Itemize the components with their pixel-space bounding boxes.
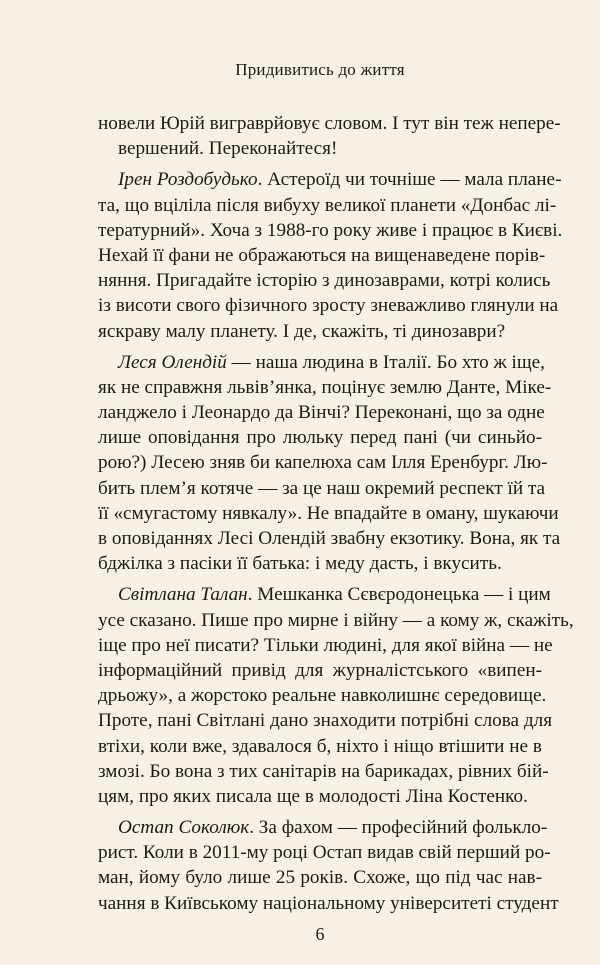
line-text: — наша людина в Італії. Бо хто ж іще, [226, 351, 545, 373]
text-line: як не справжня львів’янка, поцінує землю Данте, Міке- [98, 376, 552, 398]
author-name: Остап Соколюк [118, 817, 250, 839]
running-head: Придивитись до життя [235, 60, 405, 79]
text-line: рою?) Лесею зняв би капелюха сам Ілля Еренбург. Лю- [98, 452, 548, 474]
text-line: втіхи, коли вже, здавалося б, ніхто і ніщо втішити не в [98, 735, 542, 757]
text-line: тературний». Хоча з 1988-го року живе і працює в Києві. [98, 219, 563, 241]
text-line: її «смугастому нявкалу». Не впадайте в оману, шукаючи [98, 502, 559, 524]
text-line: змозі. Бо вона з тих санітарів на барикадах, рівних бій- [98, 760, 549, 782]
text-line: в оповіданнях Лесі Олендій звабну екзотику. Вона, як та [98, 528, 561, 549]
text-line: бджілка з пасіки її батька: і меду дасть, і вкусить. [98, 553, 502, 575]
author-name: Світлана Талан [118, 584, 248, 606]
paragraph-intro-continuation [98, 111, 561, 161]
line-text: . За фахом — професійний фолькло- [249, 817, 548, 839]
text-line [98, 815, 548, 840]
text-line: новели Юрій виграврйовує словом. І тут він теж непере- [98, 113, 561, 134]
text-line: чання в Київському національному університеті студент [98, 892, 559, 914]
paragraph-author [98, 582, 574, 809]
text-line: та, що вціліла після вибуху великої планети «Донбас лі- [98, 194, 557, 216]
text-line: няння. Пригадайте історію з динозаврами, котрі колись [98, 270, 551, 292]
text-line: іще про неї писати? Тільки людині, для якої війна — не [98, 634, 553, 656]
paragraph-author [98, 167, 563, 343]
paragraph-author [98, 350, 561, 577]
text-line [98, 167, 562, 192]
text-line: ланджело і Леонардо да Вінчі? Переконані, що за одне [98, 402, 545, 424]
text-line: цям, про яких писала ще в молодості Ліна Костенко. [98, 785, 528, 807]
text-line: бить плем’я котяче — за це наш окремий респект їй та [98, 477, 546, 499]
text-line: усе сказано. Пише про мирне і війну — а кому ж, скажіть, [98, 609, 574, 631]
body-text [98, 111, 574, 916]
text-line: Нехай її фани не ображаються на вищенаведене порів- [98, 244, 546, 266]
text-line: ман, йому було лише 25 років. Схоже, що під час нав- [98, 867, 542, 889]
text-line: лише оповідання про люльку перед пані (чи синьйо- [98, 427, 542, 449]
text-line: дрьожу», а жорстоко реальне навколишнє середовище. [98, 685, 547, 707]
text-line [98, 582, 551, 607]
line-text: . Мешканка Сєвєродонецька — і цим [247, 584, 551, 606]
text-line: інформаційний привід для журналістського «випен- [98, 659, 542, 681]
text-line: яскраву малу планету. І де, скажіть, ті динозаври? [98, 320, 506, 342]
line-text: . Астероїд чи точніше — мала плане- [257, 169, 562, 191]
text-line: вершений. Переконайтеся! [118, 138, 338, 160]
text-line: із висоти свого фізичного зросту зневажливо глянули на [98, 295, 559, 317]
author-name: Леся Олендій [118, 351, 227, 373]
paragraph-author [98, 815, 559, 916]
text-line: Проте, пані Світлані дано знаходити потрібні слова для [98, 710, 553, 732]
author-name: Ірен Роздобудько [118, 169, 258, 191]
page-number: 6 [315, 924, 325, 944]
text-line [98, 350, 545, 375]
text-line: рист. Коли в 2011-му році Остап видав свій перший ро- [98, 842, 551, 864]
